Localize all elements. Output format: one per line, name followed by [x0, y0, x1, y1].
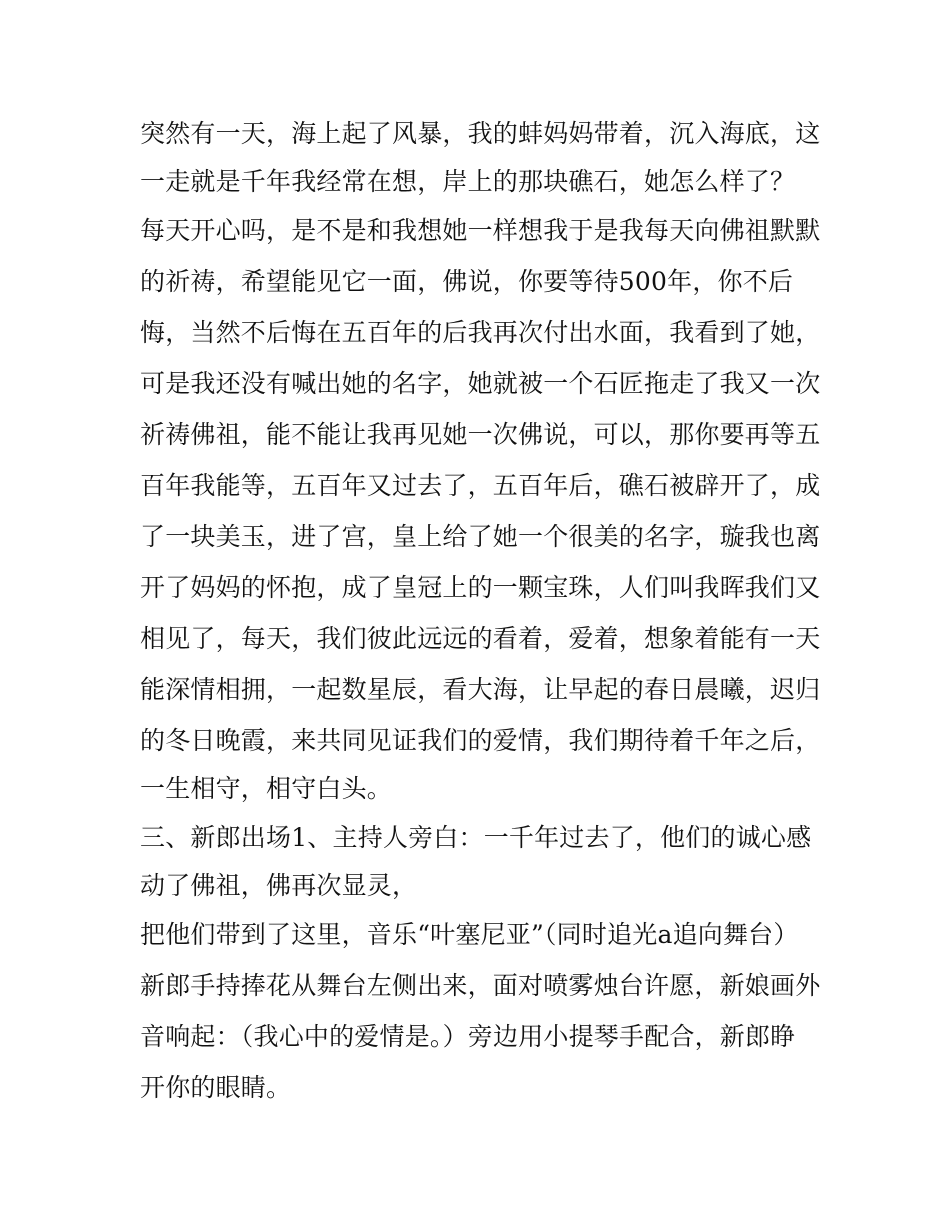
text-line-18: 新郎手持捧花从舞台左侧出来，面对喷雾烛台许愿，新娘画外 [140, 971, 821, 1000]
text-line-10: 开了妈妈的怀抱，成了皇冠上的一颗宝珠，人们叫我晖我们又 [140, 573, 821, 602]
text-line-1: 突然有一天，海上起了风暴，我的蚌妈妈带着，沉入海底，这 [140, 119, 821, 148]
text-line-11: 相见了，每天，我们彼此远远的看着，爱着，想象着能有一天 [140, 624, 821, 653]
body-text [140, 108, 830, 1113]
text-line-12: 能深情相拥，一起数星辰，看大海，让早起的春日晨曦，迟归 [140, 675, 821, 704]
text-line-17: 把他们带到了这里，音乐“叶塞尼亚”（同时追光a追向舞台） [140, 920, 799, 949]
text-line-2: 一走就是千年我经常在想，岸上的那块礁石，她怎么样了？ [140, 167, 796, 196]
text-line-4: 的祈祷，希望能见它一面，佛说，你要等待500年，你不后 [140, 267, 794, 296]
text-line-3: 每天开心吗，是不是和我想她一样想我于是我每天向佛祖默默 [140, 216, 821, 245]
text-line-7: 祈祷佛祖，能不能让我再见她一次佛说，可以，那你要再等五 [140, 420, 821, 449]
text-line-20: 开你的眼睛。 [140, 1073, 292, 1102]
text-line-8: 百年我能等，五百年又过去了，五百年后，礁石被辟开了，成 [140, 471, 821, 500]
text-line-13: 的冬日晚霞，来共同见证我们的爱情，我们期待着千年之后， [140, 726, 821, 755]
text-line-14: 一生相守，相守白头。 [140, 774, 393, 803]
text-line-9: 了一块美玉，进了宫，皇上给了她一个很美的名字，璇我也离 [140, 522, 821, 551]
text-line-15: 三、新郎出场1、主持人旁白：一千年过去了，他们的诚心感 [140, 823, 812, 852]
text-line-16: 动了佛祖，佛再次显灵， [140, 871, 418, 900]
text-line-19: 音响起：（我心中的爱情是。）旁边用小提琴手配合，新郎睁 [140, 1022, 796, 1051]
text-line-6: 可是我还没有喊出她的名字，她就被一个石匠拖走了我又一次 [140, 369, 821, 398]
text-line-5: 悔，当然不后悔在五百年的后我再次付出水面，我看到了她， [140, 318, 821, 347]
